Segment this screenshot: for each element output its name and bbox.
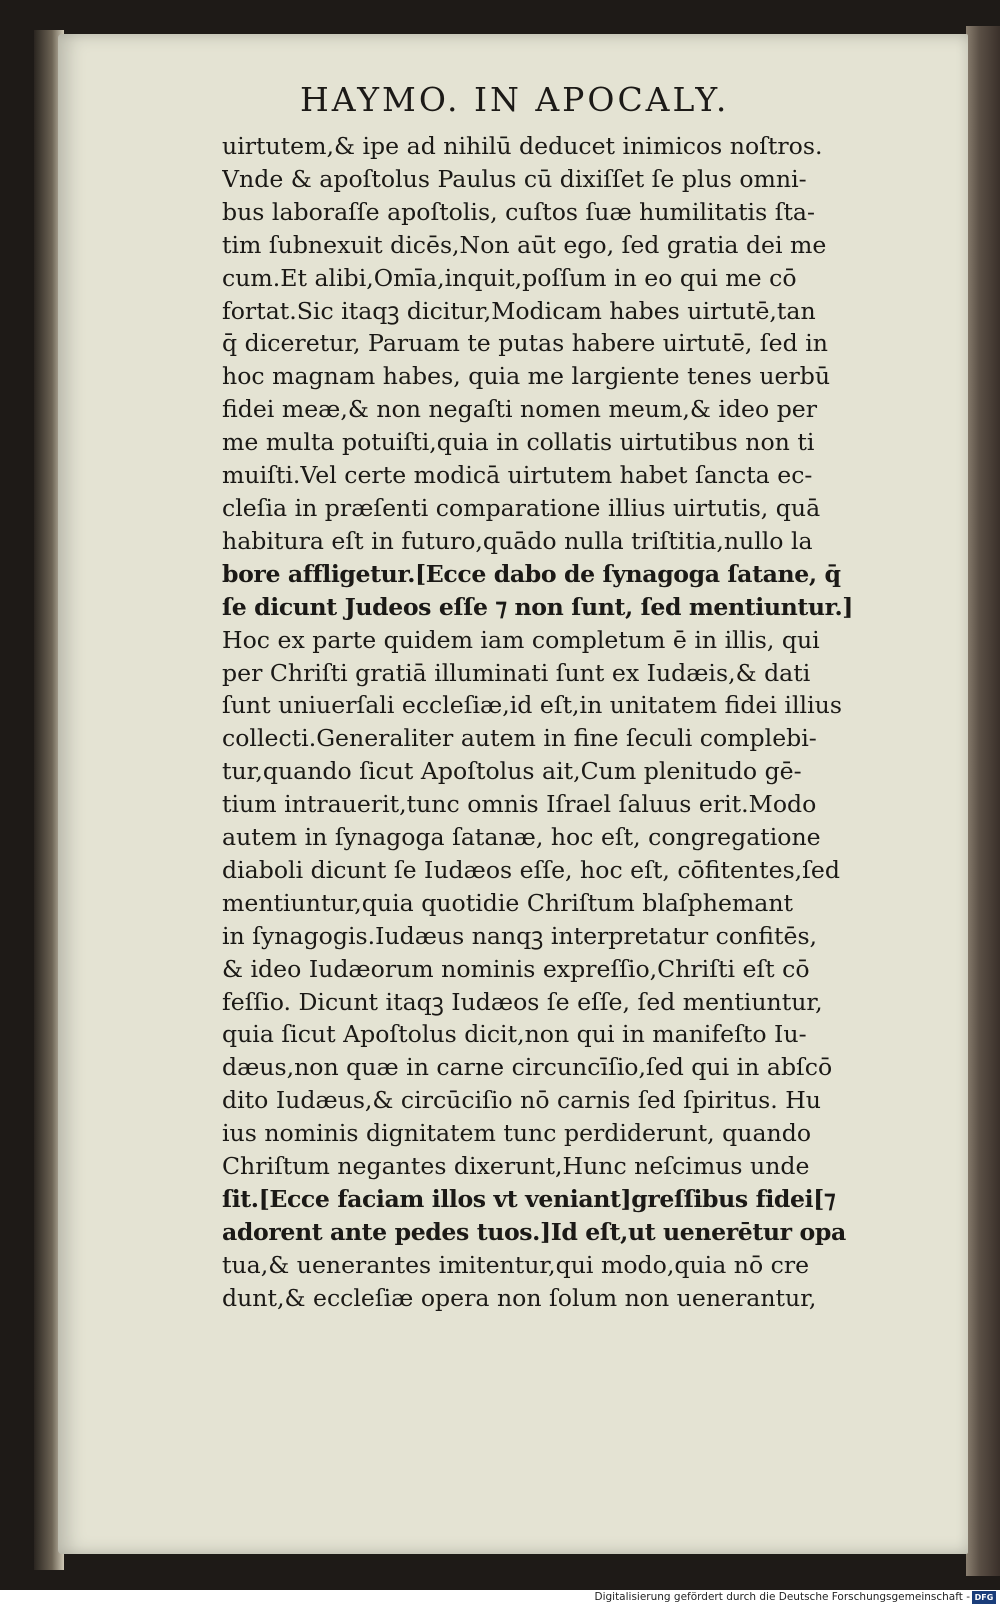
footer-bar: [0, 1590, 1000, 1608]
text-line: ſe dicunt Judeos eſſe ⁊ non ſunt, ſed mentiuntur.]: [222, 592, 854, 621]
text-line: tim ſubnexuit dicēs,Non aūt ego, ſed gratia dei me: [222, 230, 827, 259]
text-line: & ideo Iudæorum nominis expreſſio,Chriſti eſt cō: [222, 954, 810, 983]
text-line: q̄ diceretur, Paruam te putas habere uirtutē, ſed in: [222, 329, 828, 358]
text-line: dæus,non quæ in carne circuncīſio,ſed qui in abſcō: [222, 1053, 833, 1082]
page-text-block: [222, 130, 922, 1315]
text-line: cleſia in præſenti comparatione illius uirtutis, quā: [222, 493, 821, 522]
book-fore-edge: [966, 26, 1000, 1576]
text-line: tium intrauerit,tunc omnis Iſrael ſaluus erit.Modo: [222, 790, 817, 819]
footer-credit: Digitalisierung gefördert durch die Deutsche Forschungsgemeinschaft -: [594, 1591, 970, 1603]
text-line: me multa potuiſti,quia in collatis uirtutibus non ti: [222, 428, 815, 457]
text-line: fidei meæ,& non negaſti nomen meum,& ideo per: [222, 395, 818, 424]
running-head: HAYMO. IN APOCALY.: [300, 80, 730, 119]
text-line: ſunt uniuerſali eccleſiæ,id eſt,in unitatem fidei illius: [222, 691, 842, 720]
text-line: habitura eſt in futuro,quādo nulla triſtitia,nullo la: [222, 526, 813, 555]
text-line: bus laboraſſe apoſtolis, cuſtos ſuæ humilitatis ſta-: [222, 197, 815, 226]
text-line: adorent ante pedes tuos.]Id eſt,ut uenerētur opa: [222, 1217, 846, 1246]
text-line: quia ſicut Apoſtolus dicit,non qui in manifeſto Iu-: [222, 1020, 807, 1049]
text-line: Vnde & apoſtolus Paulus cū dixiſſet ſe plus omni-: [222, 164, 807, 193]
dfg-logo: DFG: [972, 1591, 996, 1604]
text-line: bore affligetur.[Ecce dabo de ſynagoga ſatane, q̄: [222, 559, 841, 588]
text-line: ſit.[Ecce faciam illos vt veniant]greſſibus fidei[⁊: [222, 1185, 836, 1213]
text-line: autem in ſynagoga ſatanæ, hoc eſt, congregatione: [222, 823, 821, 852]
text-line: uirtutem,& ipe ad nihilū deducet inimicos noſtros.: [222, 132, 823, 160]
text-line: per Chriſti gratiā illuminati ſunt ex Iudæis,& dati: [222, 658, 811, 687]
text-line: ius nominis dignitatem tunc perdiderunt, quando: [222, 1119, 812, 1148]
text-line: dunt,& eccleſiæ opera non ſolum non uenerantur,: [222, 1283, 817, 1312]
text-line: collecti.Generaliter autem in fine ſeculi complebi-: [222, 724, 817, 753]
text-line: mentiuntur,quia quotidie Chriſtum blaſphemant: [222, 888, 794, 917]
text-line: diaboli dicunt ſe Iudæos eſſe, hoc eſt, cōfitentes,ſed: [222, 855, 840, 884]
text-line: fortat.Sic itaqꝫ dicitur,Modicam habes uirtutē,tan: [222, 296, 816, 325]
text-line: muiſti.Vel certe modicā uirtutem habet ſancta ec-: [222, 461, 813, 490]
text-line: feſſio. Dicunt itaqꝫ Iudæos ſe eſſe, ſed mentiuntur,: [222, 987, 823, 1016]
text-line: Hoc ex parte quidem iam completum ē in illis, qui: [222, 625, 820, 654]
text-line: Chriſtum negantes dixerunt,Hunc neſcimus unde: [222, 1152, 810, 1181]
text-line: dito Iudæus,& circūciſio nō carnis ſed ſpiritus. Hu: [222, 1086, 821, 1115]
text-line: in ſynagogis.Iudæus nanqꝫ interpretatur confitēs,: [222, 921, 818, 950]
text-line: hoc magnam habes, quia me largiente tenes uerbū: [222, 362, 831, 391]
text-line: tur,quando ſicut Apoſtolus ait,Cum plenitudo gē-: [222, 757, 802, 786]
text-line: cum.Et alibi,Omīa,inquit,poſſum in eo qui me cō: [222, 263, 797, 292]
text-line: tua,& uenerantes imitentur,qui modo,quia nō cre: [222, 1250, 810, 1279]
